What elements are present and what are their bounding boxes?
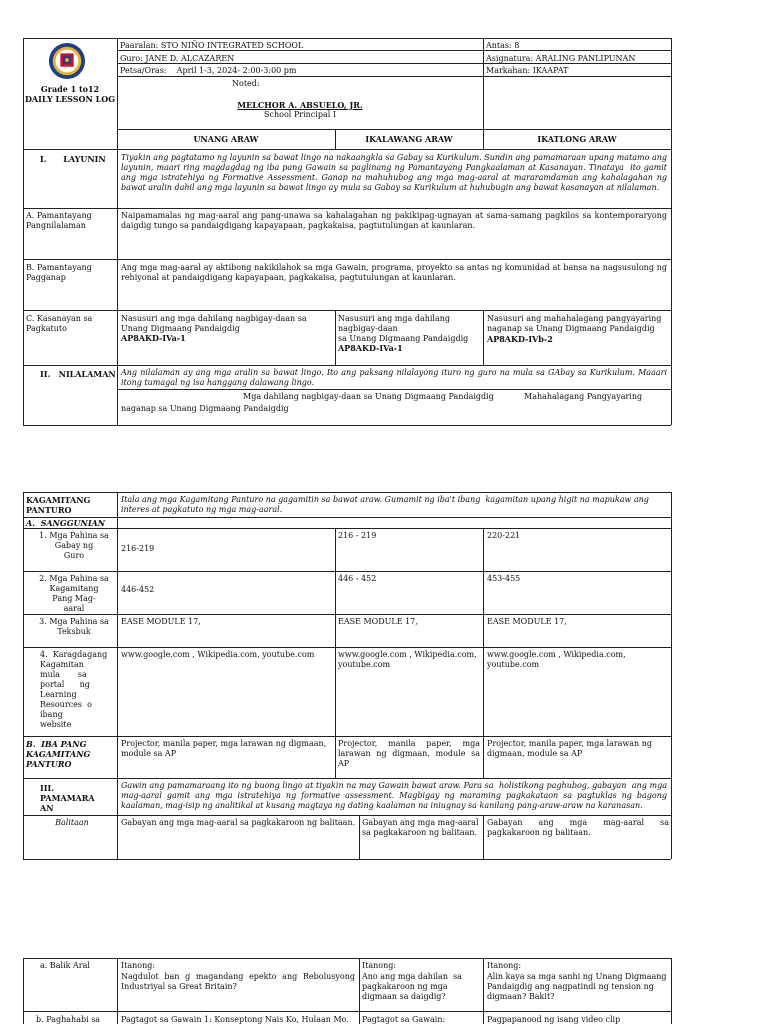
sanggunian-label: A. SANGGUNIAN [26,518,106,528]
kasanayan-day-2-code: AP8AKD-IVa-1 [338,343,403,353]
nilalaman-topic-2: Mahahalagang Pangyayaring [524,392,643,401]
pagganap-text: Ang mga mag-aaral ay aktibong nakikilahok sa mga Gawain, programa, proyekto sa antas ng komunidad at bansa na nagsusulong ng rehiyonal at pandaigdigang kapayapaan, pagkakaisa, pagtutulungan at kaunlaran. [121,263,670,282]
teksbuk-label: 3. Mga Pahina sa Teksbuk [39,617,109,636]
iba-pang-kagamitan-day-2: Projector, manila paper, mga larawan ng digmaan, module sa AP [338,739,486,768]
day-2-heading: IKALAWANG ARAW [365,134,453,144]
school-name: Paaralan: STO NIÑO INTEGRATED SCHOOL [120,41,304,50]
teacher-name: Guro: JANE D. ALCAZAREN [120,54,235,63]
kagamitan-pages-day-3: 453-455 [487,574,521,583]
subject: Asignatura: ARALING PANLIPUNAN [486,54,636,63]
nilalaman-label: II. NILALAMAN [40,369,116,379]
paghahabi-label: b. Paghahabi sa [36,1015,101,1024]
day-3-heading: IKATLONG ARAW [537,134,617,144]
kasanayan-day-2: Nasusuri ang mga dahilang nagbigay-daan sa Unang Digmaang Pandaigdig [338,314,469,343]
balitaan-day-3: Gabayan ang mga mag-aaral sa pagkakaroon ng balitaan. [487,818,672,837]
layunin-label: I. LAYUNIN [40,154,106,164]
noted-label: Noted: [232,79,260,88]
iba-pang-kagamitan-day-1: Projector, manila paper, mga larawan ng digmaan, module sa AP [121,739,329,758]
kasanayan-label: C. Kasanayan sa Pagkatuto [26,314,95,333]
pangnilalaman-label: A. Pamantayang Pangnilalaman [26,211,95,230]
balik-aral-day-1-head: Itanong: [121,961,156,970]
paghahabi-day-3: Pagpapanood ng isang video clip [487,1015,621,1024]
iba-pang-kagamitan-day-3: Projector, manila paper, mga larawan ng digmaan, module sa AP [487,739,655,758]
kagamitan-pages-day-1: 446-452 [121,585,155,594]
gabay-label: 1. Mga Pahina sa Gabay ng Guro [39,531,109,560]
gabay-day-2: 216 - 219 [338,531,377,540]
kagamitan-pages-day-2: 446 - 452 [338,574,377,583]
principal-title: School Principal I [264,110,336,119]
paghahabi-day-2: Pagtagot sa Gawain: [362,1015,446,1024]
pamamaraan-label: III. PAMAMARA AN [40,783,95,813]
balik-aral-label: a. Balik Aral [40,961,90,970]
principal-name: MELCHOR A. ABSUELO, JR. [237,100,363,110]
balik-aral-day-3-head: Itanong: [487,961,522,970]
kasanayan-day-1-code: AP8AKD-IVa-1 [121,333,186,343]
balik-aral-day-3: Alin kaya sa mga sanhi ng Unang Digmaang Pandaigdig ang nagpatindi ng tension ng digmaan? Bakit? [487,972,670,1001]
kasanayan-day-3-code: AP8AKD-IVb-2 [487,334,553,344]
grade-label: Grade 1 to12 [40,84,100,94]
learning-resources-day-2: www.google.com , Wikipedia.com, youtube.com [338,650,477,669]
gabay-day-1: 216-219 [121,544,155,553]
layunin-text: Tiyakin ang pagtatamo ng layunin sa bawat lingo na nakaangkla sa Gabay sa Kurikulum. Sundin ang pamamaraan upang matamo ang layunin, maari ring magdagdag ng iba pang Gawain sa paglinang ng Pamantayang Pangkaalaman at Kasanayan. Tinataya ito gamit ang mga istratehiya ng Formative Assessment. Ganap na mahuhubog ang mga mag-aaral at mararamdaman ang kahalagahan ng bawat aralin dahil ang mga layunin sa bawat lingo ay mula sa Gabay sa Kurikulum at huhubugin ang bawat kasanayan at nilalaman. [121,153,670,192]
kagamitan-pages-label: 2. Mga Pahina sa Kagamitang Pang Mag- aaral [39,574,109,613]
balitaan-label: Balitaan [55,818,89,827]
nilalaman-topic-2-cont: naganap sa Unang Digmaang Pandaigdig [121,404,289,413]
nilalaman-topic-1: Mga dahilang nagbigay-daan sa Unang Digmaang Pandaigdig [243,392,494,401]
grade-level: Antas: 8 [486,41,520,50]
balitaan-day-2: Gabayan ang mga mag-aaral sa pagkakaroon ng balitaan. [362,818,479,837]
balik-aral-day-2-head: Itanong: [362,961,397,970]
iba-pang-kagamitan-label: B. IBA PANG KAGAMITANG PANTURO [26,739,91,769]
schedule: Petsa/Oras: April 1-3, 2024- 2:00-3:00 pm [120,66,297,75]
kagamitan-label: KAGAMITANG PANTURO [26,495,94,515]
nilalaman-text: Ang nilalaman ay ang mga aralin sa bawat lingo. Ito ang paksang nilalayong ituro ng guro na mula sa GAbay sa Kurikulum. Maaari itong tumagal ng isa hanggang dalawang lingo. [121,368,670,387]
day-1-heading: UNANG ARAW [193,134,259,144]
teksbuk-day-1: EASE MODULE 17, [121,617,201,626]
balik-aral-day-2: Ano ang mga dahilan sa pagkakaroon ng mga digmaan sa daigdig? [362,972,465,1001]
log-title: DAILY LESSON LOG [24,94,116,104]
teksbuk-day-2: EASE MODULE 17, [338,617,418,626]
kasanayan-day-3: Nasusuri ang mahahalagang pangyayaring naganap sa Unang Digmaang Pandaigdig [487,314,664,333]
learning-resources-label: 4. Karagdagang Kagamitan mula sa portal ng Learning Resources o ibang website [40,650,108,729]
kasanayan-day-1: Nasusuri ang mga dahilang nagbigay-daan sa Unang Digmaang Pandaigdig [121,314,310,333]
pamamaraan-text: Gawin ang pamamaraang ito ng buong lingo at tiyakin na may Gawain bawat araw. Para sa holistikong paghubog, gabayan ang mga mag-aaral gamit ang mga istratehiya ng formative assessment. Magbigay ng maraming pagkakataon sa pagtuklas ng bagong kaalaman, mag-isip ng analitikal at kusang magtaya ng dating kaalaman na iniugnay sa kanilang pang-araw-araw na karanasan. [121,781,670,810]
kagamitan-text: Itala ang mga Kagamitang Panturo na gagamitin sa bawat araw. Gumamit ng iba't ibang kagamitan upang higit na mapukaw ang interes at pagkatuto ng mga mag-aaral. [121,495,652,514]
teksbuk-day-3: EASE MODULE 17, [487,617,567,626]
gabay-day-3: 220-221 [487,531,521,540]
pagganap-label: B. Pamantayang Pagganap [26,263,95,282]
paghahabi-day-1: Pagtagot sa Gawain 1: Konseptong Nais Ko, Hulaan Mo. [121,1015,349,1024]
learning-resources-day-1: www.google.com , Wikipedia.com, youtube.com [121,650,315,659]
balitaan-day-1: Gabayan ang mga mag-aaral sa pagkakaroon ng balitaan. [121,818,356,827]
balik-aral-day-1: Nagdulot ban g magandang epekto ang Rebolusyong Industriyal sa Great Britain? [121,972,358,991]
quarter: Markahan: IKAAPAT [486,66,569,75]
pangnilalaman-text: Naipamamalas ng mag-aaral ang pang-unawa sa kahalagahan ng pakikipag-ugnayan at sama-samang pagkilos sa kontemporaryong daigdig tungo sa pandaigdigang kapayapaan, pagkakaisa, pagtutulungan at kaunlaran. [121,211,670,230]
learning-resources-day-3: www.google.com , Wikipedia.com, youtube.com [487,650,626,669]
